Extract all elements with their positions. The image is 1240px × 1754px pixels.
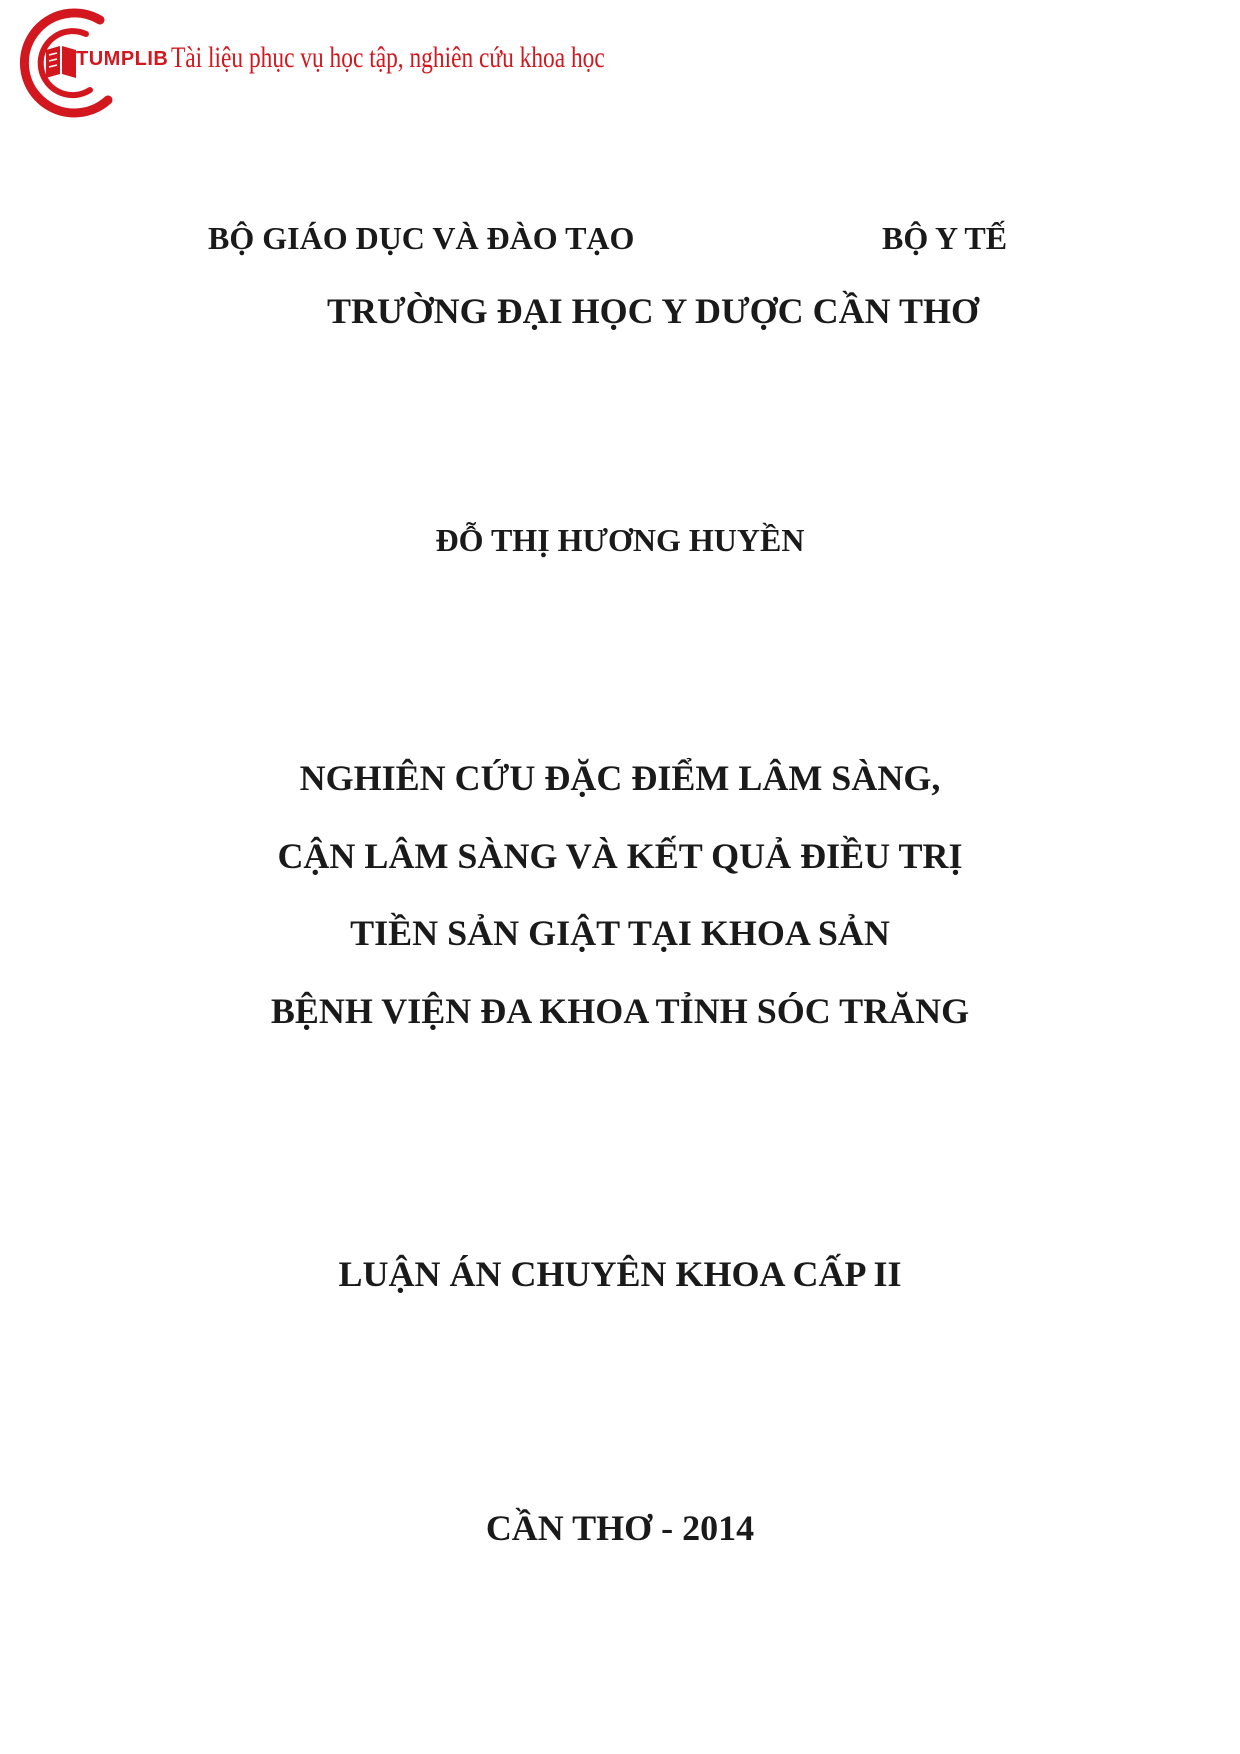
ministry-education: BỘ GIÁO DỤC VÀ ĐÀO TẠO [208,220,635,256]
title-line: NGHIÊN CỨU ĐẶC ĐIỂM LÂM SÀNG, [299,758,941,798]
title-line: CẬN LÂM SÀNG VÀ KẾT QUẢ ĐIỀU TRỊ [277,836,963,876]
degree-type: LUẬN ÁN CHUYÊN KHOA CẤP II [338,1254,902,1294]
logo-tagline: Tài liệu phục vụ học tập, nghiên cứu khoa học [171,41,605,74]
title-line: TIỀN SẢN GIẬT TẠI KHOA SẢN [350,913,890,953]
ministry-health: BỘ Y TẾ [882,220,1008,256]
tumplib-logo [0,0,640,130]
title-line: BỆNH VIỆN ĐA KHOA TỈNH SÓC TRĂNG [270,991,970,1031]
university-name: TRƯỜNG ĐẠI HỌC Y DƯỢC CẦN THƠ [327,291,980,331]
place-year: CẦN THƠ - 2014 [485,1508,755,1548]
author-name: ĐỖ THỊ HƯƠNG HUYỀN [435,522,805,558]
logo-brand: TUMPLIB [76,48,169,70]
